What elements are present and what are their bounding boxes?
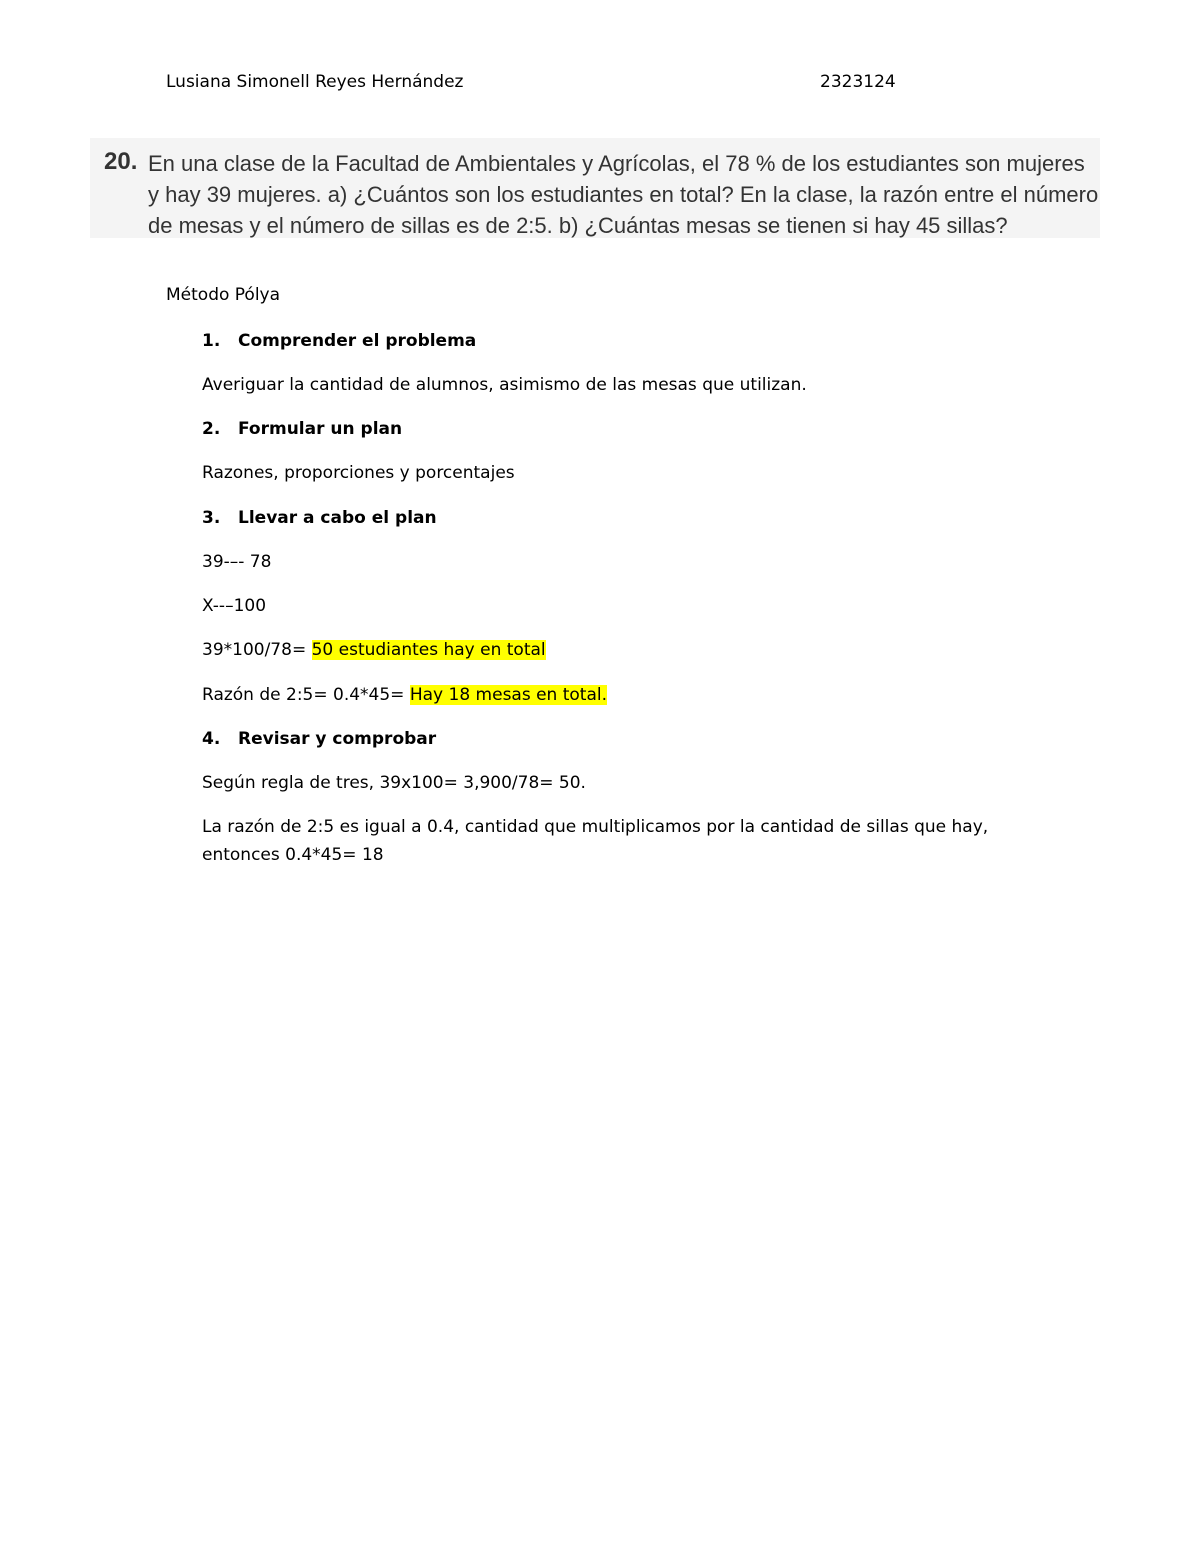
calculation-tables: [202, 685, 607, 705]
step-number: 1.: [202, 331, 221, 351]
step-number: 4.: [202, 729, 221, 749]
problem-line: de mesas y el número de sillas es de 2:5. b) ¿Cuántas mesas se tienen si hay 45 sillas?: [148, 213, 1008, 238]
check-line-1: Según regla de tres, 39x100= 3,900/78= 50.: [202, 773, 586, 793]
calculation-students: [202, 640, 546, 660]
step1-text: Averiguar la cantidad de alumnos, asimismo de las mesas que utilizan.: [202, 375, 807, 395]
step-title: Revisar y comprobar: [238, 729, 437, 749]
step2-text: Razones, proporciones y porcentajes: [202, 463, 515, 483]
step-title: Formular un plan: [238, 419, 403, 439]
calculation-prefix: Razón de 2:5= 0.4*45=: [202, 685, 410, 705]
header-id: 2323124: [820, 72, 896, 92]
check-line-3: entonces 0.4*45= 18: [202, 845, 384, 865]
step-title: Llevar a cabo el plan: [238, 508, 437, 528]
problem-line: En una clase de la Facultad de Ambientales y Agrícolas, el 78 % de los estudiantes son mujeres: [148, 151, 1085, 176]
problem-number: 20.: [104, 148, 138, 175]
calculation-prefix: 39*100/78=: [202, 640, 312, 660]
header-name: Lusiana Simonell Reyes Hernández: [166, 72, 464, 92]
step-number: 3.: [202, 508, 221, 528]
step-heading-3: [202, 508, 437, 528]
problem-line: y hay 39 mujeres. a) ¿Cuántos son los estudiantes en total? En la clase, la razón entre el número: [148, 182, 1099, 207]
step-number: 2.: [202, 419, 221, 439]
step-heading-2: [202, 419, 402, 439]
highlighted-result: 50 estudiantes hay en total: [311, 640, 546, 660]
highlighted-result: Hay 18 mesas en total.: [409, 685, 608, 705]
proportion-line-1: 39-–- 78: [202, 552, 272, 572]
problem-text: [148, 148, 1098, 241]
step-heading-1: [202, 331, 476, 351]
check-line-2: La razón de 2:5 es igual a 0.4, cantidad que multiplicamos por la cantidad de sillas que hay,: [202, 817, 989, 837]
step-title: Comprender el problema: [238, 331, 477, 351]
problem-statement-image: [90, 138, 1100, 238]
step-heading-4: [202, 729, 436, 749]
method-title: Método Pólya: [166, 285, 281, 305]
proportion-line-2: X--–100: [202, 596, 267, 616]
